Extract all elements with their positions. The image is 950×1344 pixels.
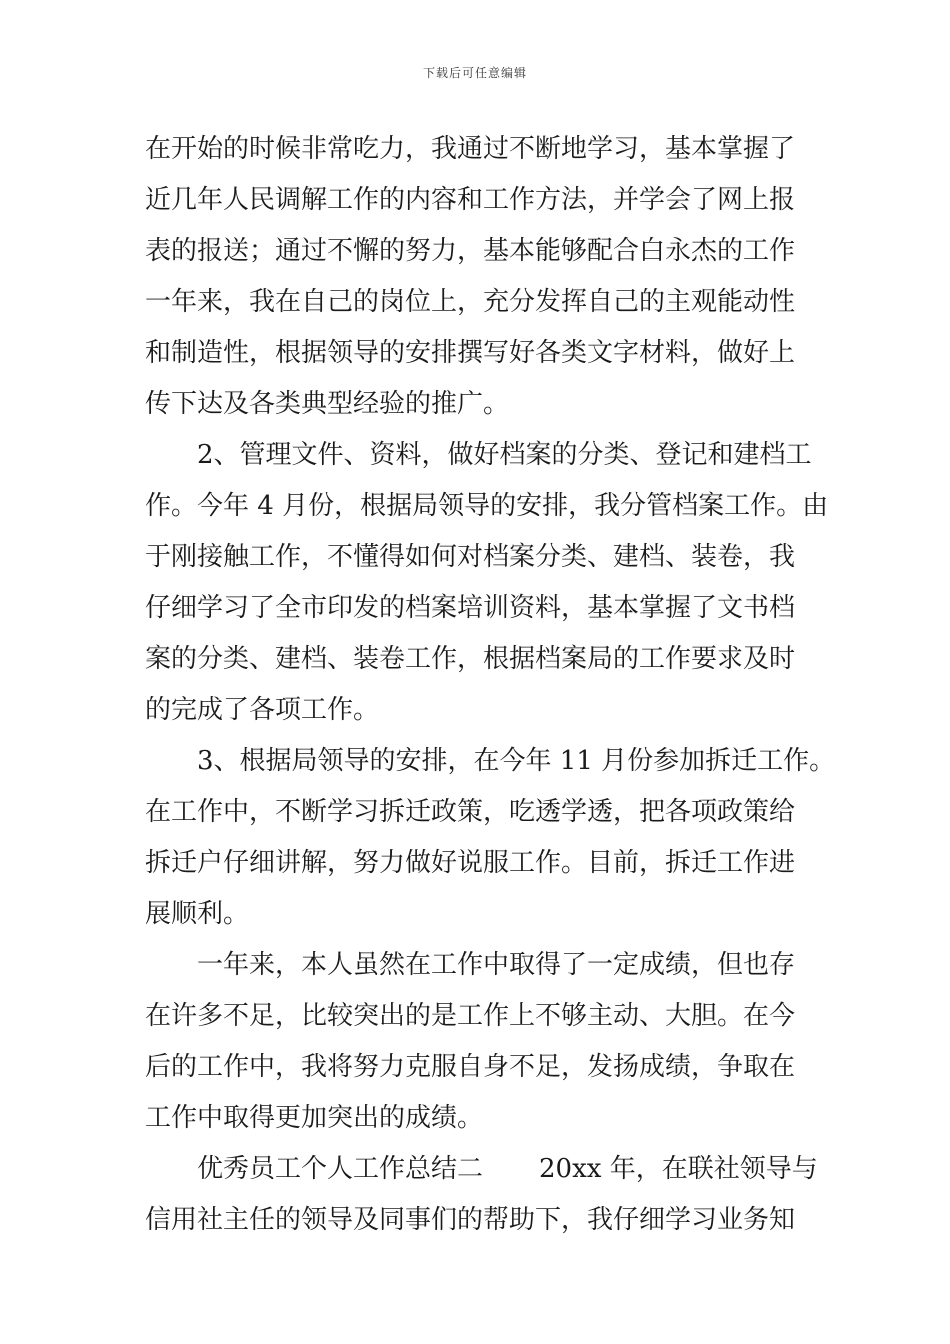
text-line: 表的报送；通过不懈的努力，基本能够配合白永杰的工作	[145, 236, 796, 266]
text-line: 展顺利。	[145, 899, 250, 929]
text-line: 作。今年 4 月份，根据局领导的安排，我分管档案工作。由	[145, 491, 829, 521]
paragraph-start-line: 一年来，本人虽然在工作中取得了一定成绩，但也存	[197, 950, 796, 980]
summary-intro: 20xx 年，在联社领导与	[539, 1154, 818, 1184]
text-line: 工作中取得更加突出的成绩。	[145, 1103, 484, 1133]
paragraph-start-line: 3、根据局领导的安排，在今年 11 月份参加拆迁工作。	[197, 746, 836, 776]
text-line: 在工作中，不断学习拆迁政策，吃透学透，把各项政策给	[145, 797, 796, 827]
text-line: 后的工作中，我将努力克服自身不足，发扬成绩，争取在	[145, 1052, 796, 1082]
text-line: 在开始的时候非常吃力，我通过不断地学习，基本掌握了	[145, 134, 796, 164]
summary-heading-line	[145, 1144, 818, 1195]
text-line: 拆迁户仔细讲解，努力做好说服工作。目前，拆迁工作进	[145, 848, 796, 878]
text-line: 于刚接触工作，不懂得如何对档案分类、建档、装卷，我	[145, 542, 796, 572]
text-line: 的完成了各项工作。	[145, 695, 380, 725]
text-line: 信用社主任的领导及同事们的帮助下，我仔细学习业务知	[145, 1205, 796, 1235]
text-line: 在许多不足，比较突出的是工作上不够主动、大胆。在今	[145, 1001, 796, 1031]
text-line: 和制造性，根据领导的安排撰写好各类文字材料，做好上	[145, 338, 796, 368]
text-line: 传下达及各类典型经验的推广。	[145, 389, 510, 419]
text-line: 一年来，我在自己的岗位上，充分发挥自己的主观能动性	[145, 287, 796, 317]
document-body	[145, 124, 836, 1246]
paragraph-start-line: 2、管理文件、资料，做好档案的分类、登记和建档工	[197, 440, 812, 470]
text-line: 案的分类、建档、装卷工作，根据档案局的工作要求及时	[145, 644, 796, 674]
download-note: 下载后可任意编辑	[422, 66, 527, 80]
summary-title: 优秀员工个人工作总结二	[197, 1154, 484, 1184]
text-line: 近几年人民调解工作的内容和工作方法，并学会了网上报	[145, 185, 796, 215]
text-line: 仔细学习了全市印发的档案培训资料，基本掌握了文书档	[145, 593, 796, 623]
